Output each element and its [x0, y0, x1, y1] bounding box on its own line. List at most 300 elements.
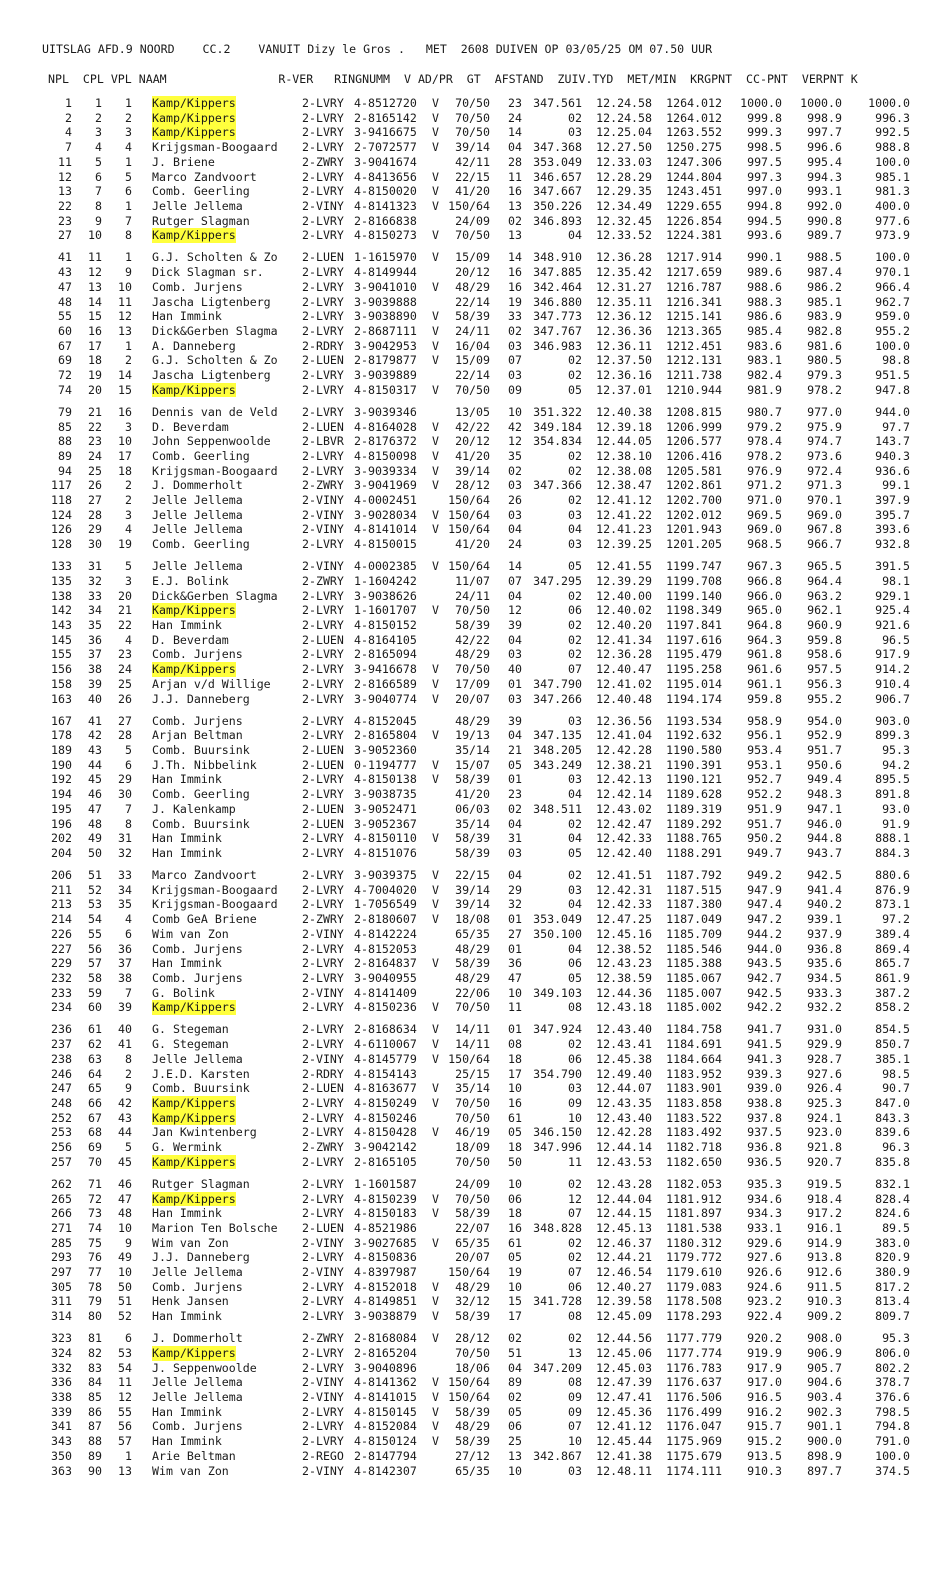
cell-naam: Wim van Zon: [152, 1463, 229, 1478]
cell-vpl: 33: [118, 868, 132, 882]
table-row: [42, 1221, 931, 1236]
cell-vpl: 8: [125, 816, 132, 831]
table-row: [42, 493, 931, 508]
table-row: [42, 420, 931, 435]
cell-metmin: 1199.747: [666, 559, 722, 574]
cell-gt: 04: [508, 728, 522, 743]
cell-npl: 67: [58, 338, 72, 353]
cell-adpr: 150/64: [448, 198, 490, 213]
cell-rver: 2-LVRY: [302, 1176, 344, 1191]
cell-gt: 15: [508, 1294, 522, 1309]
cell-afstand: 342.464: [533, 279, 582, 294]
cell-ringnumm: 4-8150317: [354, 382, 417, 397]
cell-npl: 60: [58, 323, 72, 338]
cell-verpnt: 962.7: [875, 294, 910, 309]
cell-npl: 27: [58, 228, 72, 243]
cell-krgpnt: 967.3: [747, 559, 782, 574]
table-row: [42, 714, 931, 729]
cell-npl: 195: [51, 801, 72, 816]
cell-ringnumm: 4-8142307: [354, 1463, 417, 1478]
cell-gt: 13: [508, 198, 522, 213]
cell-metmin: 1187.049: [666, 912, 722, 927]
cell-cpl: 69: [88, 1140, 102, 1154]
cell-krgpnt: 978.2: [747, 448, 782, 463]
cell-zuivtyd: 12.46.37: [596, 1235, 652, 1250]
cell-zuivtyd: 12.40.02: [596, 603, 652, 618]
cell-adpr: 58/39: [455, 772, 490, 787]
cell-v: V: [432, 831, 439, 846]
cell-rver: 2-LVRY: [302, 125, 344, 140]
cell-ccpnt: 923.0: [807, 1125, 842, 1140]
cell-zuivtyd: 12.41.12: [596, 1419, 652, 1434]
cell-afstand: 348.910: [533, 250, 582, 265]
cell-cpl: 10: [88, 228, 102, 243]
cell-vpl: 30: [118, 787, 132, 802]
table-row: [42, 1155, 931, 1170]
cell-verpnt: 94.2: [882, 757, 910, 772]
table-row: [42, 956, 931, 971]
cell-verpnt: 802.2: [875, 1360, 910, 1375]
table-row: [42, 309, 931, 324]
cell-ringnumm: 3-9040955: [354, 970, 417, 985]
cell-ringnumm: 4-8150138: [354, 772, 417, 787]
cell-metmin: 1184.664: [666, 1051, 722, 1066]
cell-vpl: 29: [118, 772, 132, 787]
cell-metmin: 1216.787: [666, 279, 722, 294]
cell-verpnt: 873.1: [875, 897, 910, 912]
cell-v: V: [432, 1434, 439, 1449]
cell-cpl: 78: [88, 1279, 102, 1294]
cell-ringnumm: 1-1615970: [354, 250, 417, 265]
cell-rver: 2-LVRY: [302, 831, 344, 846]
cell-afstand: 06: [568, 1051, 582, 1066]
cell-naam: Jelle Jellema: [152, 1265, 243, 1279]
cell-verpnt: 90.7: [882, 1081, 910, 1096]
cell-gt: 01: [508, 676, 522, 691]
cell-zuivtyd: 12.35.42: [596, 265, 652, 280]
cell-ccpnt: 979.3: [807, 368, 842, 382]
cell-metmin: 1201.205: [666, 537, 722, 552]
cell-npl: 117: [51, 478, 72, 493]
cell-rver: 2-LVRY: [302, 404, 344, 419]
cell-gt: 24: [508, 110, 522, 125]
cell-krgpnt: 951.9: [747, 801, 782, 816]
cell-afstand: 347.790: [533, 676, 582, 691]
table-row: [42, 618, 931, 633]
cell-v: V: [432, 956, 439, 971]
cell-ringnumm: 4-0002385: [354, 559, 417, 574]
cell-gt: 03: [508, 647, 522, 662]
cell-rver: 2-REGO: [302, 1448, 344, 1463]
cell-metmin: 1185.388: [666, 956, 722, 971]
cell-afstand: 02: [568, 632, 582, 647]
cell-afstand: 05: [568, 382, 582, 397]
table-row: [42, 1111, 931, 1126]
cell-v: V: [432, 757, 439, 772]
cell-ccpnt: 965.5: [807, 559, 842, 574]
cell-rver: 2-LUEN: [302, 1220, 344, 1235]
table-row: [42, 111, 931, 126]
cell-v: V: [432, 1331, 439, 1346]
cell-metmin: 1175.679: [666, 1448, 722, 1463]
cell-naam: J. Dommerholt: [152, 1331, 243, 1346]
cell-zuivtyd: 12.41.51: [596, 868, 652, 882]
cell-naam: Comb. Jurjens: [152, 647, 243, 662]
cell-ccpnt: 980.5: [807, 353, 842, 368]
cell-adpr: 58/39: [455, 1404, 490, 1419]
cell-adpr: 24/11: [455, 588, 490, 603]
cell-metmin: 1176.783: [666, 1360, 722, 1375]
cell-cpl: 43: [88, 743, 102, 757]
cell-zuivtyd: 12.42.33: [596, 897, 652, 912]
cell-ringnumm: 4-8150145: [354, 1404, 417, 1419]
cell-afstand: 02: [568, 1331, 582, 1346]
cell-ringnumm: 4-8149944: [354, 265, 417, 280]
cell-verpnt: 798.5: [875, 1404, 910, 1419]
cell-ccpnt: 913.8: [807, 1250, 842, 1265]
cell-metmin: 1202.861: [666, 478, 722, 493]
cell-npl: 332: [51, 1360, 72, 1375]
cell-gt: 31: [508, 831, 522, 846]
cell-ccpnt: 908.0: [807, 1331, 842, 1346]
cell-adpr: 70/50: [455, 1345, 490, 1360]
cell-zuivtyd: 12.35.11: [596, 294, 652, 309]
cell-cpl: 88: [88, 1434, 102, 1449]
cell-npl: 343: [51, 1434, 72, 1449]
table-row: [42, 1037, 931, 1052]
cell-gt: 13: [508, 1448, 522, 1463]
cell-npl: 253: [51, 1125, 72, 1140]
cell-vpl: 39: [118, 1000, 132, 1015]
cell-vpl: 3: [125, 507, 132, 522]
cell-v: V: [432, 448, 439, 463]
cell-rver: 2-LVRY: [302, 1345, 344, 1360]
cell-npl: 323: [51, 1331, 72, 1346]
cell-ringnumm: 4-8152084: [354, 1419, 417, 1434]
table-row: [42, 140, 931, 155]
cell-afstand: 347.295: [533, 573, 582, 588]
cell-adpr: 28/12: [455, 478, 490, 493]
cell-adpr: 58/39: [455, 1206, 490, 1221]
cell-afstand: 02: [568, 647, 582, 662]
cell-verpnt: 973.9: [875, 228, 910, 243]
cell-ccpnt: 911.5: [807, 1279, 842, 1294]
cell-cpl: 66: [88, 1095, 102, 1110]
cell-adpr: 70/50: [455, 1110, 490, 1125]
cell-ccpnt: 950.6: [807, 757, 842, 772]
cell-v: V: [432, 772, 439, 787]
cell-ringnumm: 4-8141362: [354, 1375, 417, 1390]
cell-afstand: 07: [568, 662, 582, 677]
cell-adpr: 58/39: [455, 845, 490, 860]
cell-npl: 226: [51, 926, 72, 941]
cell-v: V: [432, 1191, 439, 1206]
cell-adpr: 48/29: [455, 970, 490, 985]
cell-v: V: [432, 676, 439, 691]
cell-v: V: [432, 1000, 439, 1015]
table-row: [42, 383, 931, 398]
cell-metmin: 1183.522: [666, 1110, 722, 1125]
cell-gt: 11: [508, 1000, 522, 1015]
cell-gt: 10: [508, 404, 522, 419]
cell-metmin: 1202.012: [666, 507, 722, 522]
cell-rver: 2-LVRY: [302, 647, 344, 662]
cell-naam: Kamp/Kippers: [152, 603, 236, 618]
cell-gt: 10: [508, 1081, 522, 1096]
cell-krgpnt: 939.0: [747, 1081, 782, 1096]
cell-metmin: 1215.141: [666, 309, 722, 324]
cell-metmin: 1217.914: [666, 250, 722, 265]
cell-adpr: 65/35: [455, 1463, 490, 1478]
cell-npl: 128: [51, 537, 72, 552]
cell-ccpnt: 994.3: [807, 169, 842, 184]
cell-afstand: 354.790: [533, 1066, 582, 1081]
cell-npl: 363: [51, 1463, 72, 1478]
cell-zuivtyd: 12.40.20: [596, 618, 652, 632]
cell-npl: 43: [58, 265, 72, 280]
cell-gt: 40: [508, 662, 522, 677]
cell-zuivtyd: 12.44.56: [596, 1331, 652, 1346]
cell-metmin: 1185.709: [666, 926, 722, 941]
cell-afstand: 02: [568, 1176, 582, 1191]
cell-ccpnt: 926.4: [807, 1081, 842, 1096]
cell-metmin: 1216.341: [666, 294, 722, 309]
cell-rver: 2-LUEN: [302, 353, 344, 368]
cell-v: V: [432, 434, 439, 449]
cell-naam: J.E.D. Karsten: [152, 1066, 250, 1081]
cell-naam: Han Immink: [152, 772, 222, 787]
cell-gt: 26: [508, 493, 522, 507]
cell-npl: 236: [51, 1022, 72, 1037]
cell-naam: Jascha Ligtenberg: [152, 368, 271, 382]
cell-v: V: [432, 507, 439, 522]
cell-npl: 339: [51, 1404, 72, 1419]
cell-afstand: 353.049: [533, 912, 582, 927]
table-row: [42, 1464, 931, 1479]
cell-gt: 01: [508, 1022, 522, 1037]
cell-cpl: 13: [88, 279, 102, 294]
cell-npl: 167: [51, 713, 72, 728]
cell-adpr: 28/12: [455, 1331, 490, 1346]
cell-ccpnt: 917.2: [807, 1206, 842, 1221]
cell-ringnumm: 2-8179877: [354, 353, 417, 368]
cell-afstand: 346.880: [533, 294, 582, 309]
cell-adpr: 42/22: [455, 419, 490, 434]
cell-rver: 2-LVRY: [302, 728, 344, 743]
cell-adpr: 42/22: [455, 632, 490, 647]
cell-zuivtyd: 12.38.08: [596, 463, 652, 478]
cell-cpl: 7: [95, 184, 102, 199]
cell-vpl: 15: [118, 382, 132, 397]
cell-npl: 206: [51, 868, 72, 882]
cell-adpr: 46/19: [455, 1125, 490, 1140]
cell-metmin: 1176.637: [666, 1375, 722, 1390]
cell-npl: 4: [65, 125, 72, 140]
cell-adpr: 20/12: [455, 265, 490, 280]
cell-v: V: [432, 1309, 439, 1324]
cell-npl: 163: [51, 691, 72, 706]
cell-verpnt: 806.0: [875, 1345, 910, 1360]
cell-vpl: 55: [118, 1404, 132, 1419]
cell-naam: Wim van Zon: [152, 926, 229, 941]
cell-verpnt: 951.5: [875, 368, 910, 382]
cell-ringnumm: 3-9039888: [354, 294, 417, 309]
cell-cpl: 85: [88, 1390, 102, 1404]
cell-npl: 341: [51, 1419, 72, 1434]
cell-vpl: 26: [118, 691, 132, 706]
cell-verpnt: 96.5: [882, 632, 910, 647]
cell-krgpnt: 978.4: [747, 434, 782, 449]
cell-verpnt: 966.4: [875, 279, 910, 294]
cell-adpr: 58/39: [455, 1309, 490, 1324]
table-row: [42, 846, 931, 861]
cell-ringnumm: 4-8413656: [354, 169, 417, 184]
cell-gt: 03: [508, 338, 522, 353]
cell-gt: 35: [508, 448, 522, 463]
cell-afstand: 346.657: [533, 169, 582, 184]
cell-krgpnt: 952.7: [747, 772, 782, 787]
cell-zuivtyd: 12.40.47: [596, 662, 652, 677]
cell-gt: 07: [508, 573, 522, 588]
table-row: [42, 1361, 931, 1376]
cell-vpl: 43: [118, 1110, 132, 1125]
cell-metmin: 1224.381: [666, 228, 722, 243]
cell-krgpnt: 943.5: [747, 956, 782, 971]
table-row: [42, 802, 931, 817]
cell-vpl: 45: [118, 1154, 132, 1169]
cell-afstand: 03: [568, 1463, 582, 1478]
cell-ccpnt: 946.0: [807, 816, 842, 831]
cell-rver: 2-ZWRY: [302, 912, 344, 927]
cell-cpl: 83: [88, 1360, 102, 1375]
cell-zuivtyd: 12.34.49: [596, 198, 652, 213]
cell-afstand: 04: [568, 831, 582, 846]
cell-metmin: 1183.492: [666, 1125, 722, 1140]
cell-verpnt: 880.6: [875, 868, 910, 882]
cell-v: V: [432, 1095, 439, 1110]
cell-gt: 03: [508, 845, 522, 860]
cell-rver: 2-VINY: [302, 926, 344, 941]
cell-vpl: 5: [125, 1140, 132, 1154]
cell-cpl: 77: [88, 1265, 102, 1279]
cell-ccpnt: 985.1: [807, 294, 842, 309]
table-row: [42, 868, 931, 883]
cell-afstand: 10: [568, 1434, 582, 1449]
cell-afstand: 13: [568, 1345, 582, 1360]
cell-naam: Rutger Slagman: [152, 1176, 250, 1191]
cell-rver: 2-LVRY: [302, 1279, 344, 1294]
cell-ccpnt: 932.2: [807, 1000, 842, 1015]
cell-vpl: 2: [125, 1066, 132, 1081]
cell-adpr: 70/50: [455, 1095, 490, 1110]
cell-adpr: 70/50: [455, 96, 490, 110]
cell-adpr: 20/07: [455, 691, 490, 706]
cell-vpl: 6: [125, 757, 132, 772]
cell-afstand: 346.893: [533, 213, 582, 228]
cell-rver: 2-LVRY: [302, 772, 344, 787]
cell-gt: 05: [508, 1404, 522, 1419]
cell-zuivtyd: 12.43.41: [596, 1037, 652, 1052]
cell-metmin: 1211.738: [666, 368, 722, 382]
cell-verpnt: 824.6: [875, 1206, 910, 1221]
cell-npl: 247: [51, 1081, 72, 1096]
cell-ccpnt: 981.6: [807, 338, 842, 353]
cell-cpl: 37: [88, 647, 102, 662]
cell-cpl: 9: [95, 213, 102, 228]
cell-cpl: 45: [88, 772, 102, 787]
cell-krgpnt: 953.1: [747, 757, 782, 772]
table-row: [42, 662, 931, 677]
cell-ringnumm: 4-8150273: [354, 228, 417, 243]
cell-ccpnt: 940.2: [807, 897, 842, 912]
cell-ringnumm: 4-8512720: [354, 96, 417, 110]
cell-verpnt: 820.9: [875, 1250, 910, 1265]
cell-krgpnt: 944.0: [747, 941, 782, 956]
cell-ccpnt: 971.3: [807, 478, 842, 493]
cell-krgpnt: 942.7: [747, 970, 782, 985]
cell-ringnumm: 4-8150428: [354, 1125, 417, 1140]
cell-cpl: 82: [88, 1345, 102, 1360]
cell-afstand: 03: [568, 125, 582, 140]
cell-ringnumm: 2-8166838: [354, 213, 417, 228]
cell-npl: 2: [65, 110, 72, 125]
cell-verpnt: 888.1: [875, 831, 910, 846]
cell-ccpnt: 962.1: [807, 603, 842, 618]
cell-naam: Jelle Jellema: [152, 198, 243, 213]
cell-afstand: 348.205: [533, 743, 582, 757]
cell-verpnt: 992.5: [875, 125, 910, 140]
cell-ringnumm: 3-9042142: [354, 1140, 417, 1154]
cell-ccpnt: 942.5: [807, 868, 842, 882]
cell-rver: 2-LVRY: [302, 1125, 344, 1140]
cell-ringnumm: 4-8164028: [354, 419, 417, 434]
cell-rver: 2-LVRY: [302, 845, 344, 860]
cell-metmin: 1250.275: [666, 140, 722, 155]
cell-naam: Han Immink: [152, 1434, 222, 1449]
cell-verpnt: 936.6: [875, 463, 910, 478]
cell-ccpnt: 909.2: [807, 1309, 842, 1324]
cell-adpr: 27/12: [455, 1448, 490, 1463]
cell-gt: 12: [508, 434, 522, 449]
cell-zuivtyd: 12.38.47: [596, 478, 652, 493]
cell-adpr: 150/64: [448, 559, 490, 574]
cell-npl: 142: [51, 603, 72, 618]
cell-afstand: 05: [568, 845, 582, 860]
cell-gt: 29: [508, 882, 522, 897]
cell-ringnumm: 3-9039346: [354, 404, 417, 419]
cell-ringnumm: 3-9052360: [354, 743, 417, 757]
cell-cpl: 64: [88, 1066, 102, 1081]
cell-metmin: 1189.292: [666, 816, 722, 831]
cell-gt: 17: [508, 1309, 522, 1324]
cell-krgpnt: 981.9: [747, 382, 782, 397]
cell-naam: J.J. Danneberg: [152, 691, 250, 706]
cell-cpl: 76: [88, 1250, 102, 1265]
cell-naam: John Seppenwoolde: [152, 434, 271, 449]
cell-cpl: 90: [88, 1463, 102, 1478]
cell-afstand: 348.511: [533, 801, 582, 816]
cell-adpr: 22/14: [455, 294, 490, 309]
cell-zuivtyd: 12.41.38: [596, 1448, 652, 1463]
table-row: [42, 96, 931, 111]
cell-rver: 2-LUEN: [302, 632, 344, 647]
cell-ringnumm: 3-9040896: [354, 1360, 417, 1375]
cell-verpnt: 393.6: [875, 522, 910, 537]
cell-krgpnt: 942.5: [747, 985, 782, 1000]
cell-krgpnt: 983.1: [747, 353, 782, 368]
cell-verpnt: 955.2: [875, 323, 910, 338]
cell-krgpnt: 966.8: [747, 573, 782, 588]
